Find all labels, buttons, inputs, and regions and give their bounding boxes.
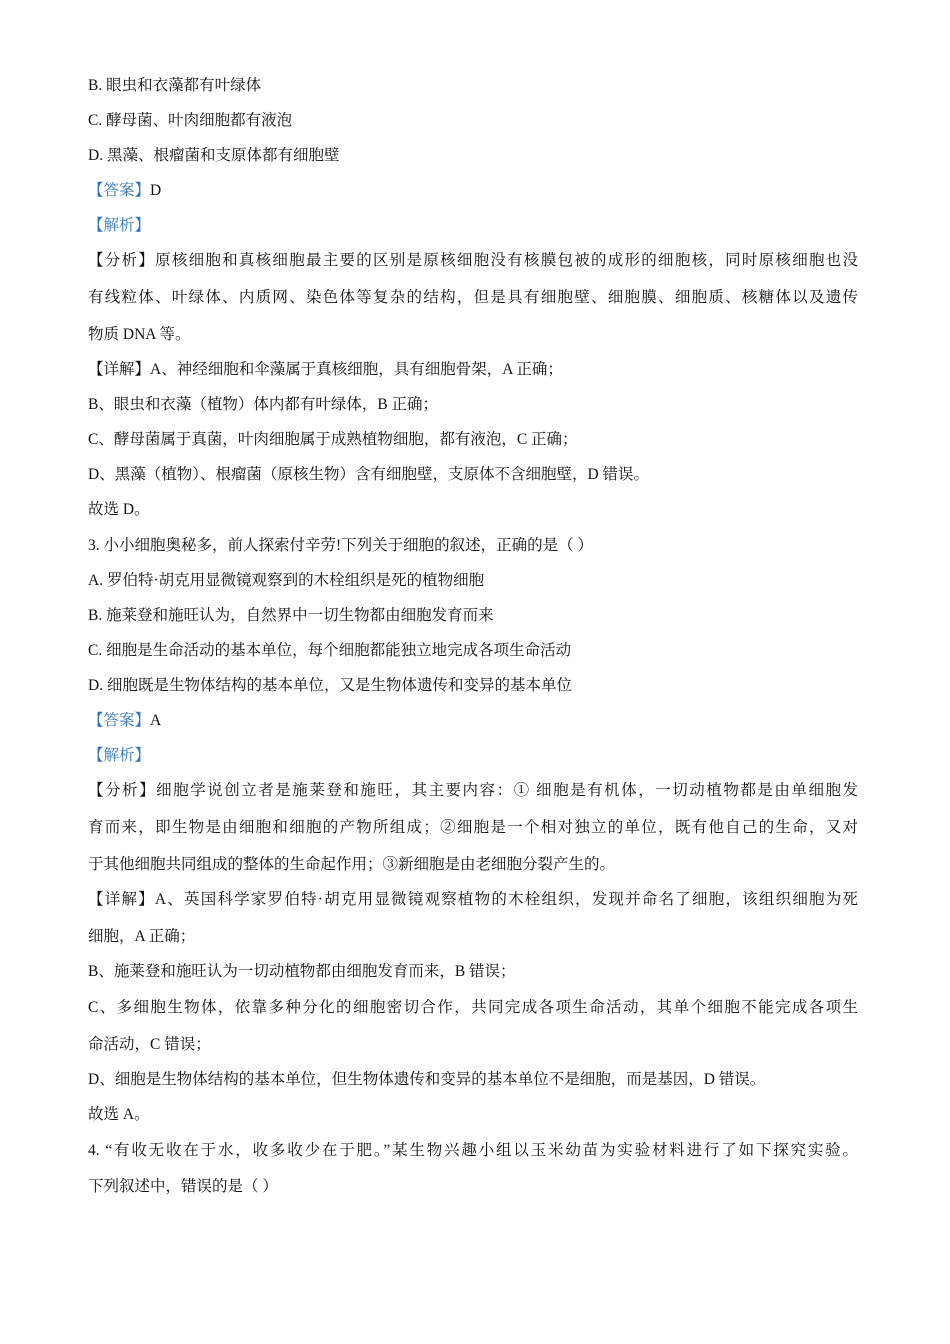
text-line: [88, 605, 858, 627]
line-text: 下列叙述中，错误的是（ ）: [88, 1178, 278, 1195]
text-line: [88, 75, 858, 97]
line-text: 【详解】A、英国科学家罗伯特·胡克用显微镜观察植物的木栓组织，发现并命名了细胞，该组织细胞为死: [88, 891, 858, 908]
text-line: [88, 1104, 858, 1126]
text-line: [88, 110, 858, 132]
line-text: B、施莱登和施旺认为一切动植物都由细胞发育而来，B 错误；: [88, 963, 516, 980]
text-line: [88, 961, 858, 983]
section-label: 【答案】: [88, 712, 151, 729]
line-text: 【分析】原核细胞和真核细胞最主要的区别是原核细胞没有核膜包被的成形的细胞核，同时原核细胞也没: [88, 252, 858, 269]
line-text: C、酵母菌属于真菌，叶肉细胞属于成熟植物细胞，都有液泡，C 正确；: [88, 431, 578, 448]
text-line: [88, 710, 858, 732]
line-text: 【分析】细胞学说创立者是施莱登和施旺，其主要内容：① 细胞是有机体，一切动植物都是由单细胞发: [88, 782, 858, 799]
line-text: B. 施莱登和施旺认为，自然界中一切生物都由细胞发育而来: [88, 607, 494, 624]
line-text: 命活动，C 错误；: [88, 1036, 211, 1053]
text-line: [88, 359, 858, 381]
line-text: 3. 小小细胞奥秘多，前人探索付辛劳!下列关于细胞的叙述，正确的是（ ）: [88, 537, 594, 554]
text-line: [88, 640, 858, 662]
text-line: [88, 675, 858, 697]
line-text: 于其他细胞共同组成的整体的生命起作用；③新细胞是由老细胞分裂产生的。: [88, 856, 616, 873]
text-line: [88, 250, 858, 272]
text-line: [88, 1176, 858, 1198]
line-text: C. 酵母菌、叶肉细胞都有液泡: [88, 112, 293, 129]
text-line: [88, 817, 858, 839]
line-text: 育而来，即生物是由细胞和细胞的产物所组成；②细胞是一个相对独立的单位，既有他自己的生命，又对: [88, 819, 858, 836]
text-line: [88, 180, 858, 202]
line-text: B. 眼虫和衣藻都有叶绿体: [88, 77, 262, 94]
section-label: 【解析】: [88, 217, 151, 234]
text-line: [88, 997, 858, 1019]
line-text: D、细胞是生物体结构的基本单位，但生物体遗传和变异的基本单位不是细胞，而是基因，D 错误。: [88, 1071, 766, 1088]
line-text: A. 罗伯特·胡克用显微镜观察到的木栓组织是死的植物细胞: [88, 572, 485, 589]
section-label: 【答案】: [88, 182, 151, 199]
text-line: [88, 1034, 858, 1056]
line-text: 【详解】A、神经细胞和伞藻属于真核细胞，具有细胞骨架，A 正确；: [88, 361, 563, 378]
text-line: [88, 464, 858, 486]
line-text: D: [150, 182, 162, 199]
text-line: [88, 499, 858, 521]
line-text: D. 黑藻、根瘤菌和支原体都有细胞壁: [88, 147, 340, 164]
text-line: [88, 570, 858, 592]
text-line: [88, 926, 858, 948]
line-text: B、眼虫和衣藻（植物）体内都有叶绿体，B 正确；: [88, 396, 439, 413]
line-text: 4. “有收无收在于水，收多收少在于肥。”某生物兴趣小组以玉米幼苗为实验材料进行了如下探究实验。: [88, 1142, 858, 1159]
text-line: [88, 287, 858, 309]
text-line: [88, 215, 858, 237]
section-label: 【解析】: [88, 747, 151, 764]
line-text: 物质 DNA 等。: [88, 326, 191, 343]
text-line: [88, 745, 858, 767]
text-line: [88, 854, 858, 876]
text-line: [88, 145, 858, 167]
text-line: [88, 394, 858, 416]
text-line: [88, 1069, 858, 1091]
text-line: [88, 1140, 858, 1162]
line-text: 故选 A。: [88, 1106, 150, 1123]
text-line: [88, 535, 858, 557]
text-line: [88, 324, 858, 346]
line-text: A: [150, 712, 162, 729]
line-text: D. 细胞既是生物体结构的基本单位，又是生物体遗传和变异的基本单位: [88, 677, 572, 694]
text-line: [88, 429, 858, 451]
line-text: C. 细胞是生命活动的基本单位，每个细胞都能独立地完成各项生命活动: [88, 642, 572, 659]
text-line: [88, 889, 858, 911]
line-text: 故选 D。: [88, 501, 150, 518]
line-text: C、多细胞生物体，依靠多种分化的细胞密切合作，共同完成各项生命活动，其单个细胞不能完成各项生: [88, 999, 858, 1016]
text-line: [88, 780, 858, 802]
line-text: D、黑藻（植物）、根瘤菌（原核生物）含有细胞壁，支原体不含细胞壁，D 错误。: [88, 466, 650, 483]
line-text: 有线粒体、叶绿体、内质网、染色体等复杂的结构，但是具有细胞壁、细胞膜、细胞质、核糖体以及遗传: [88, 289, 858, 306]
line-text: 细胞，A 正确；: [88, 928, 196, 945]
